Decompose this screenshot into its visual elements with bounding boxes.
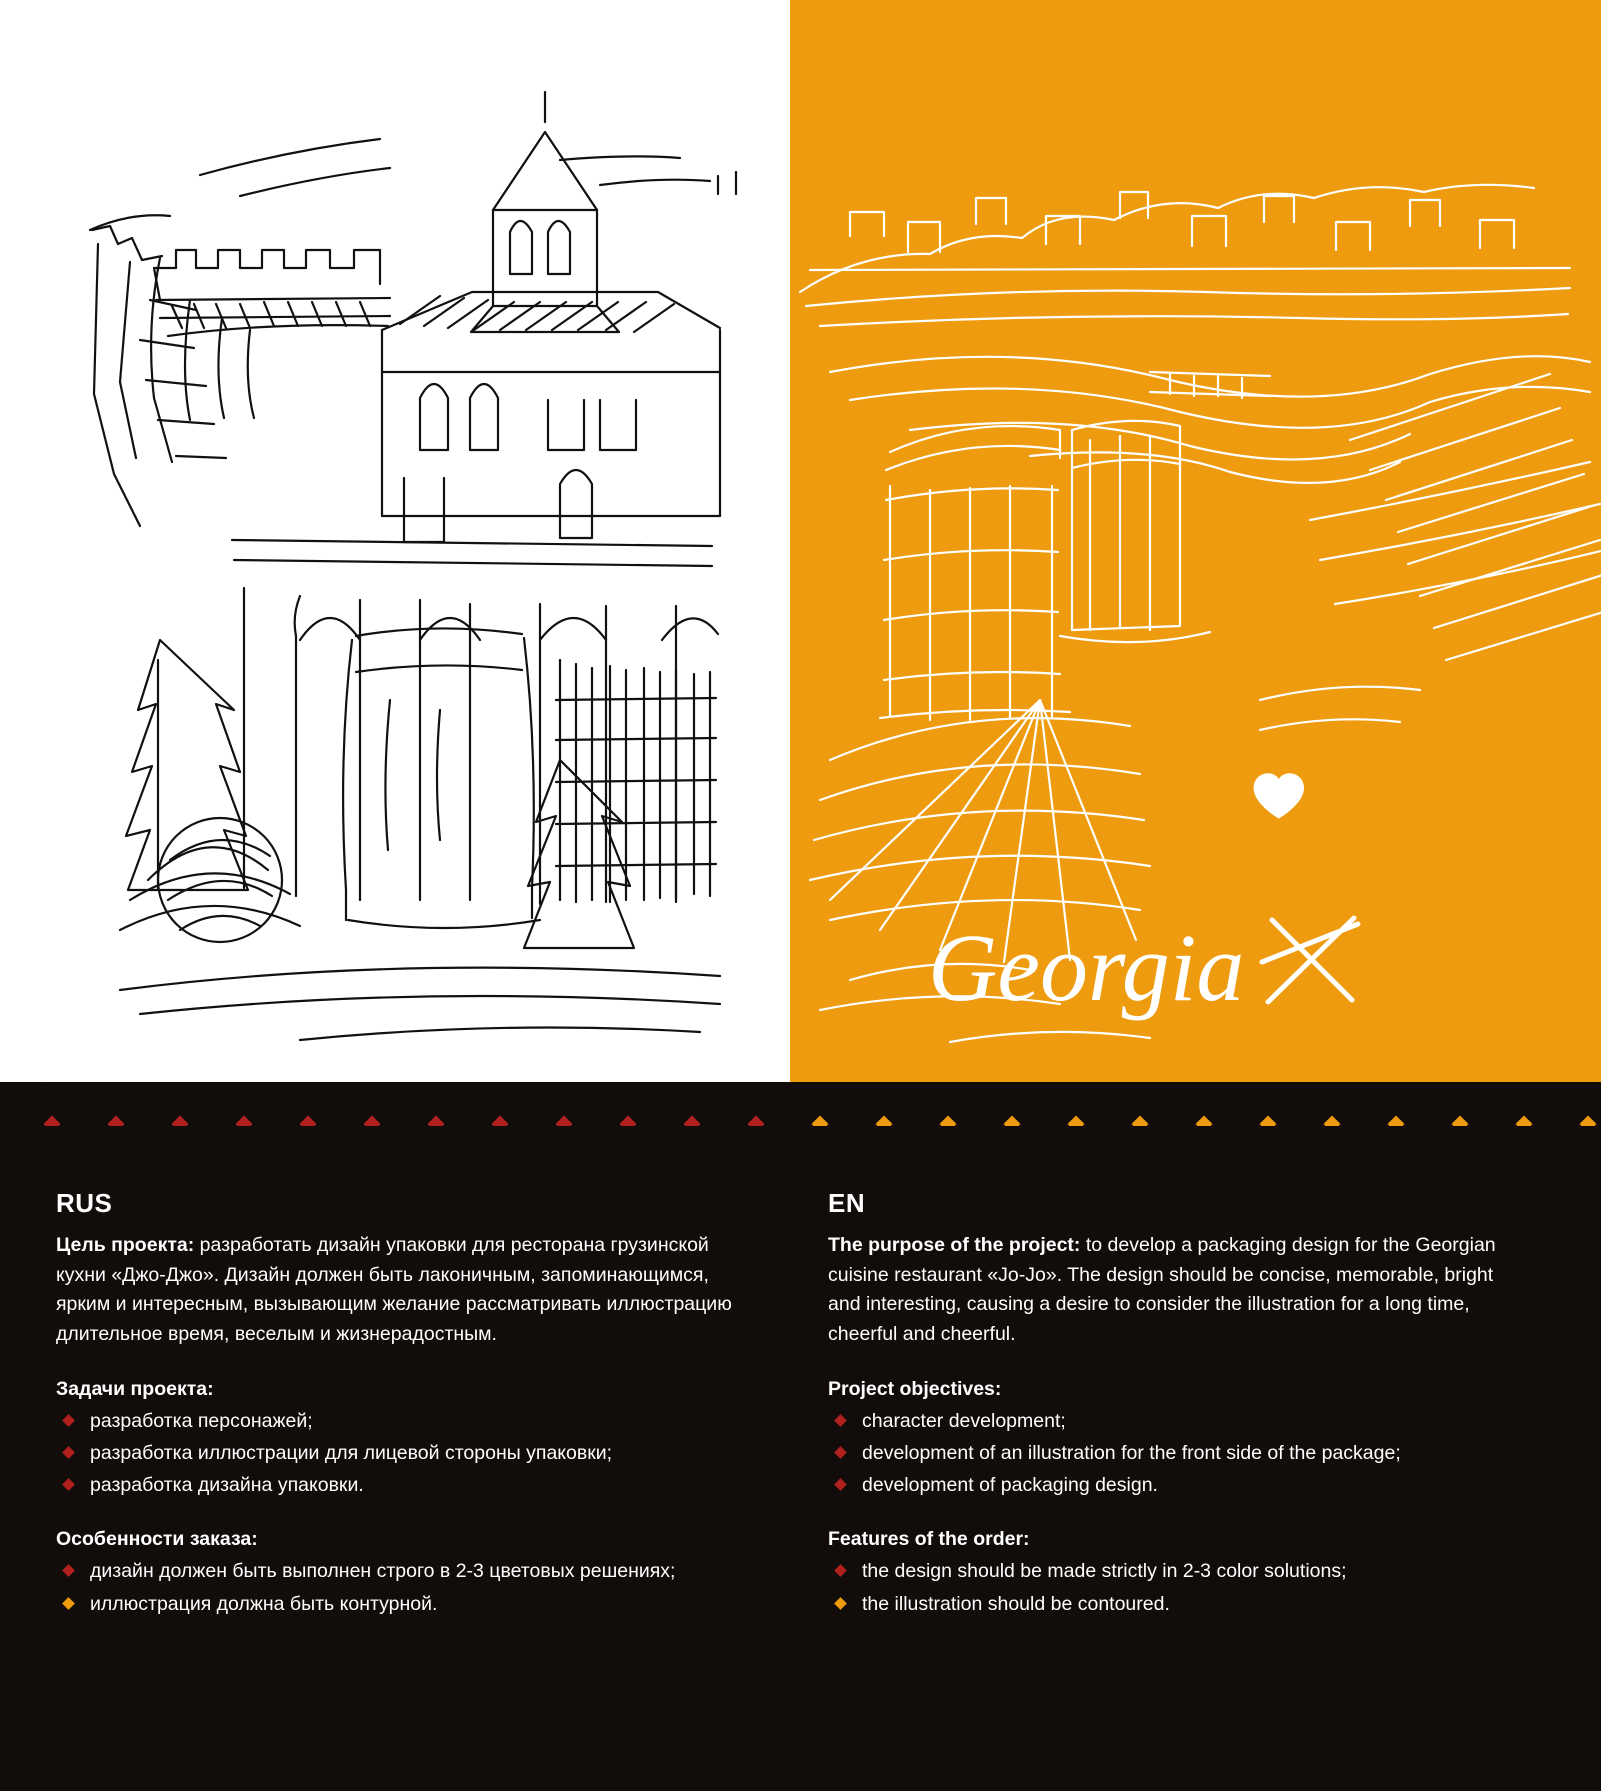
purpose-label-rus: Цель проекта:: [56, 1234, 195, 1256]
objectives-list-rus: [56, 1407, 736, 1501]
objectives-head-rus: Задачи проекта:: [56, 1377, 214, 1400]
diamond-bullet-icon: [834, 1564, 847, 1577]
diamond-bullet-icon: [834, 1597, 847, 1610]
list-item-label: разработка иллюстрации для лицевой стороны упаковки;: [90, 1441, 613, 1464]
lang-label-en: EN: [828, 1188, 866, 1218]
list-item: [828, 1407, 1528, 1436]
list-item-label: разработка дизайна упаковки.: [90, 1474, 364, 1496]
brief-text-section: [0, 1168, 1601, 1791]
diamond-bullet-icon: [834, 1446, 847, 1459]
svg-text:Georgia: Georgia: [928, 914, 1245, 1021]
diamond-bullet-icon: [834, 1478, 847, 1491]
list-item-label: character development;: [862, 1409, 1066, 1432]
list-item-label: разработка персонажей;: [90, 1409, 313, 1432]
sketch-landscape-right: [790, 0, 1601, 1082]
list-item: [828, 1471, 1528, 1500]
diamond-bullet-icon: [62, 1446, 75, 1459]
list-item: [56, 1439, 736, 1468]
purpose-paragraph-en: [828, 1231, 1528, 1350]
list-item: [56, 1471, 736, 1500]
purpose-text-en: to develop a packaging design for the Georgian cuisine restaurant «Jo-Jo». The design should be concise, memorable, bright and interesting, causing a desire to consider the illustration for a long time, cheerful and cheerful.: [828, 1234, 1496, 1345]
column-russian: [56, 1168, 736, 1622]
list-item-label: the design should be made strictly in 2-3 color solutions;: [862, 1560, 1347, 1583]
objectives-list-en: [828, 1407, 1528, 1501]
features-head-rus: Особенности заказа:: [56, 1528, 258, 1551]
list-item: [828, 1590, 1528, 1619]
purpose-label-en: The purpose of the project:: [828, 1234, 1081, 1256]
column-english: [828, 1168, 1528, 1622]
sketch-fortress-left: [0, 0, 790, 1082]
diamond-bullet-icon: [62, 1414, 75, 1427]
list-item: [828, 1557, 1528, 1586]
list-item: [56, 1407, 736, 1436]
lang-label-rus: RUS: [56, 1188, 113, 1218]
objectives-head-en: Project objectives:: [828, 1377, 1002, 1400]
list-item-label: the illustration should be contoured.: [862, 1592, 1170, 1615]
diamond-bullet-icon: [62, 1478, 75, 1491]
diamond-bullet-icon: [62, 1597, 75, 1610]
list-item: [828, 1439, 1528, 1468]
list-item-label: иллюстрация должна быть контурной.: [90, 1592, 438, 1615]
diamond-bullet-icon: [834, 1414, 847, 1427]
list-item-label: дизайн должен быть выполнен строго в 2-3 цветовых решениях;: [90, 1560, 676, 1583]
features-list-rus: [56, 1557, 736, 1619]
diamond-bullet-icon: [62, 1564, 75, 1577]
list-item-label: development of an illustration for the front side of the package;: [862, 1441, 1401, 1464]
features-list-en: [828, 1557, 1528, 1619]
features-head-en: Features of the order:: [828, 1528, 1030, 1551]
scallop-pattern: [0, 1082, 1601, 1126]
purpose-text-rus: разработать дизайн упаковки для ресторана грузинской кухни «Джо-Джо». Дизайн должен быть лаконичным, запоминающимся, ярким и интересным, вызывающим желание рассматривать иллюстрацию длительное время, веселым и жизнерадостным.: [56, 1234, 732, 1345]
list-item-label: development of packaging design.: [862, 1474, 1158, 1496]
list-item: [56, 1590, 736, 1619]
purpose-paragraph-rus: [56, 1231, 736, 1350]
list-item: [56, 1557, 736, 1586]
